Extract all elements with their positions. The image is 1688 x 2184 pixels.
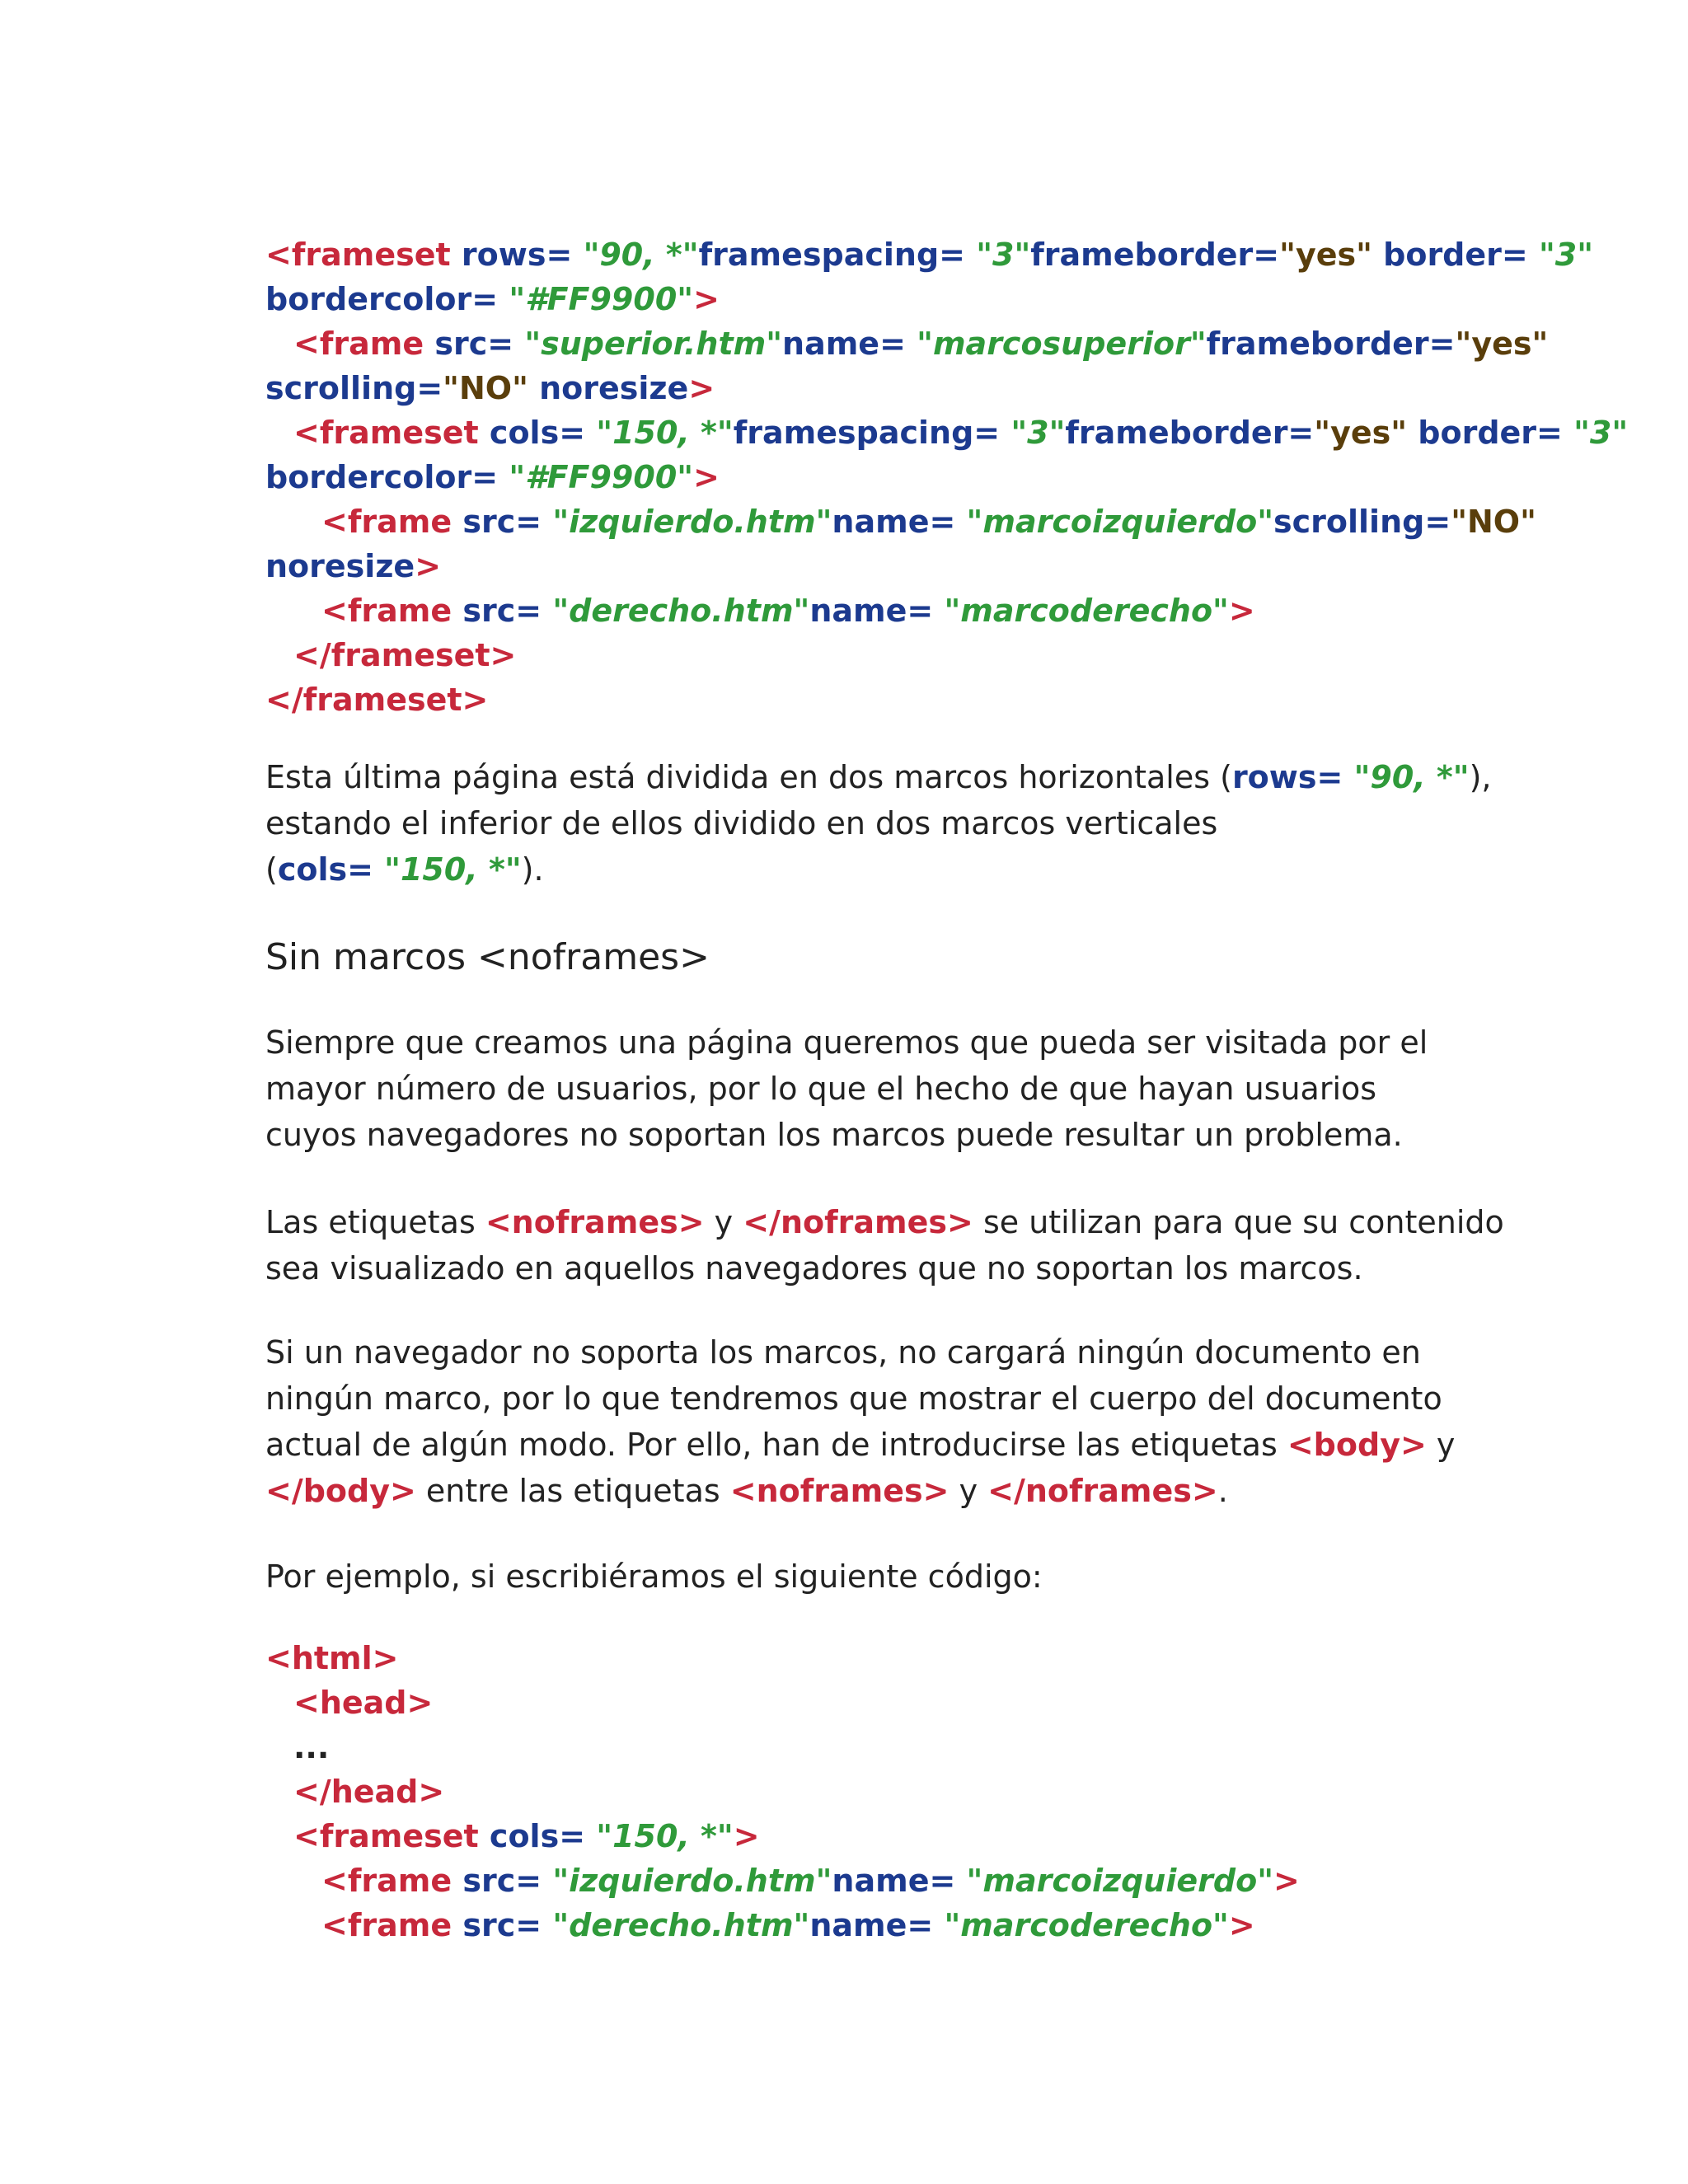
text-run: </noframes>	[743, 1204, 973, 1240]
code-token: >	[1228, 593, 1255, 629]
code-token: border=	[1407, 415, 1563, 451]
text-line	[265, 1376, 1442, 1422]
text-line	[265, 1329, 1436, 1376]
text-run: se utilizan para que su contenido	[973, 1204, 1504, 1240]
code-token: "derecho.htm"	[542, 593, 810, 629]
text-run: <noframes>	[485, 1204, 705, 1240]
text-line	[265, 846, 1436, 893]
text-run: "90, *"	[1343, 759, 1470, 795]
text-run: </body>	[265, 1473, 416, 1509]
code-token: "yes"	[1314, 415, 1408, 451]
code-line	[265, 1636, 1436, 1680]
code-token: >	[693, 281, 720, 317]
code-token: "izquierdo.htm"	[542, 504, 832, 540]
code-token: <frame	[293, 326, 435, 362]
code-line	[265, 588, 1436, 633]
text-run: y	[704, 1204, 743, 1240]
text-run: y	[949, 1473, 988, 1509]
code-token: "#FF9900"	[498, 459, 694, 495]
code-token: <frameset	[293, 1818, 490, 1854]
text-run: <body>	[1287, 1427, 1427, 1463]
code-line	[265, 1858, 1436, 1903]
text-run: ),	[1469, 759, 1492, 795]
code-token: src=	[462, 593, 542, 629]
code-block-example	[265, 1636, 1436, 1947]
text-run: mayor número de usuarios, por lo que el hecho de que hayan usuarios	[265, 1071, 1377, 1107]
text-run: estando el inferior de ellos dividido en dos marcos verticales	[265, 805, 1218, 841]
code-token: "marcoderecho"	[933, 593, 1229, 629]
code-token: "derecho.htm"	[542, 1907, 810, 1943]
code-line	[265, 455, 1436, 499]
text-run: .	[1217, 1473, 1228, 1509]
code-token: <frame	[321, 1907, 463, 1943]
code-token: >	[415, 548, 442, 584]
text-line	[265, 754, 1492, 800]
code-token: "90, *"	[572, 237, 699, 273]
code-token: <html>	[265, 1640, 399, 1676]
paragraph-noframes-intro	[265, 1019, 1436, 1158]
code-token: "3"	[964, 237, 1031, 273]
code-token: <head>	[293, 1685, 434, 1721]
code-token: "3"	[1562, 415, 1629, 451]
paragraph-frames-description	[265, 754, 1492, 893]
code-line	[265, 410, 1629, 455]
code-token: src=	[462, 1907, 542, 1943]
text-run: rows=	[1231, 759, 1343, 795]
code-token: "marcoizquierdo"	[955, 1863, 1274, 1899]
code-token: name=	[809, 1907, 934, 1943]
text-line	[265, 800, 1436, 846]
code-token: >	[693, 459, 720, 495]
code-line	[265, 677, 1436, 722]
text-run: Las etiquetas	[265, 1204, 485, 1240]
code-token: "NO"	[443, 370, 528, 406]
code-token: noresize	[528, 370, 689, 406]
code-line	[265, 1769, 1436, 1814]
code-line	[265, 544, 1436, 588]
code-token: bordercolor=	[265, 459, 499, 495]
text-run: entre las etiquetas	[415, 1473, 730, 1509]
code-line	[265, 321, 1549, 366]
code-line	[265, 232, 1594, 277]
code-token: src=	[434, 326, 514, 362]
code-token: "150, *"	[585, 415, 734, 451]
paragraph-noframes-tags	[265, 1199, 1504, 1291]
code-token: border=	[1372, 237, 1528, 273]
code-token: frameborder=	[1065, 415, 1315, 451]
text-run: <noframes>	[729, 1473, 950, 1509]
code-token: name=	[809, 593, 934, 629]
code-line	[265, 499, 1536, 544]
code-token: "marcoderecho"	[933, 1907, 1229, 1943]
text-run: (	[265, 851, 278, 888]
code-token: >	[688, 370, 715, 406]
code-token: rows=	[461, 237, 573, 273]
code-token: "150, *"	[585, 1818, 734, 1854]
code-token: "yes"	[1455, 326, 1549, 362]
code-line	[265, 1680, 1436, 1725]
text-line	[265, 1066, 1436, 1112]
code-token: "superior.htm"	[513, 326, 783, 362]
code-token: </frameset>	[293, 637, 517, 673]
code-token: >	[733, 1818, 760, 1854]
code-token: bordercolor=	[265, 281, 499, 317]
code-token: scrolling=	[265, 370, 443, 406]
code-token: name=	[782, 326, 906, 362]
code-token: <frame	[321, 593, 463, 629]
code-token: >	[1228, 1907, 1255, 1943]
code-token: scrolling=	[1273, 504, 1451, 540]
text-line	[265, 1019, 1436, 1066]
code-token: <frame	[321, 1863, 463, 1899]
code-token: ...	[293, 1729, 330, 1765]
text-run: "150, *"	[373, 851, 522, 888]
code-token: framespacing=	[733, 415, 1001, 451]
text-run: sea visualizado en aquellos navegadores que no soportan los marcos.	[265, 1250, 1363, 1286]
text-run: y	[1426, 1427, 1456, 1463]
code-line	[265, 633, 1436, 677]
code-token: "#FF9900"	[498, 281, 694, 317]
code-token: <frameset	[265, 237, 462, 273]
text-line	[265, 1199, 1504, 1245]
code-token: name=	[832, 1863, 956, 1899]
text-line	[265, 1468, 1436, 1514]
text-line	[265, 1554, 1436, 1600]
text-line	[265, 1112, 1436, 1158]
code-line	[265, 366, 1436, 410]
code-token: noresize	[265, 548, 415, 584]
text-run: ).	[521, 851, 544, 888]
code-token: frameborder=	[1206, 326, 1456, 362]
text-run: cuyos navegadores no soportan los marcos puede resultar un problema.	[265, 1117, 1403, 1153]
code-line	[265, 1725, 1436, 1769]
code-line	[265, 1814, 1436, 1858]
text-run: cols=	[277, 851, 373, 888]
code-block-frameset	[265, 232, 1629, 722]
code-token: src=	[462, 504, 542, 540]
code-token: </frameset>	[265, 682, 489, 718]
code-token: <frame	[321, 504, 463, 540]
code-token: name=	[832, 504, 956, 540]
code-token: framespacing=	[698, 237, 965, 273]
text-run: Por ejemplo, si escribiéramos el siguiente código:	[265, 1558, 1043, 1595]
code-token: "3"	[1000, 415, 1066, 451]
code-token: "NO"	[1451, 504, 1536, 540]
code-token: "izquierdo.htm"	[542, 1863, 832, 1899]
text-run: actual de algún modo. Por ello, han de introducirse las etiquetas	[265, 1427, 1287, 1463]
code-line	[265, 277, 1436, 321]
text-run: ningún marco, por lo que tendremos que mostrar el cuerpo del documento	[265, 1380, 1442, 1417]
code-token: </head>	[293, 1774, 445, 1810]
code-token: "3"	[1527, 237, 1594, 273]
paragraph-noframes-body	[265, 1329, 1456, 1514]
paragraph-example-intro	[265, 1554, 1436, 1600]
text-run: Esta última página está dividida en dos marcos horizontales (	[265, 759, 1232, 795]
code-token: "marcoizquierdo"	[955, 504, 1274, 540]
code-token: src=	[462, 1863, 542, 1899]
text-line	[265, 1422, 1456, 1468]
code-token: >	[1273, 1863, 1300, 1899]
text-line	[265, 1245, 1436, 1291]
section-heading: Sin marcos <noframes>	[265, 936, 710, 978]
text-run: Siempre que creamos una página queremos que pueda ser visitada por el	[265, 1024, 1428, 1061]
text-run: </noframes>	[987, 1473, 1218, 1509]
code-token: "yes"	[1279, 237, 1372, 273]
text-run: Si un navegador no soporta los marcos, no cargará ningún documento en	[265, 1334, 1421, 1371]
code-token: "marcosuperior"	[905, 326, 1207, 362]
code-line	[265, 1903, 1436, 1947]
code-token: cols=	[489, 1818, 586, 1854]
code-token: frameborder=	[1030, 237, 1280, 273]
code-token: <frameset	[293, 415, 490, 451]
code-token: cols=	[489, 415, 586, 451]
